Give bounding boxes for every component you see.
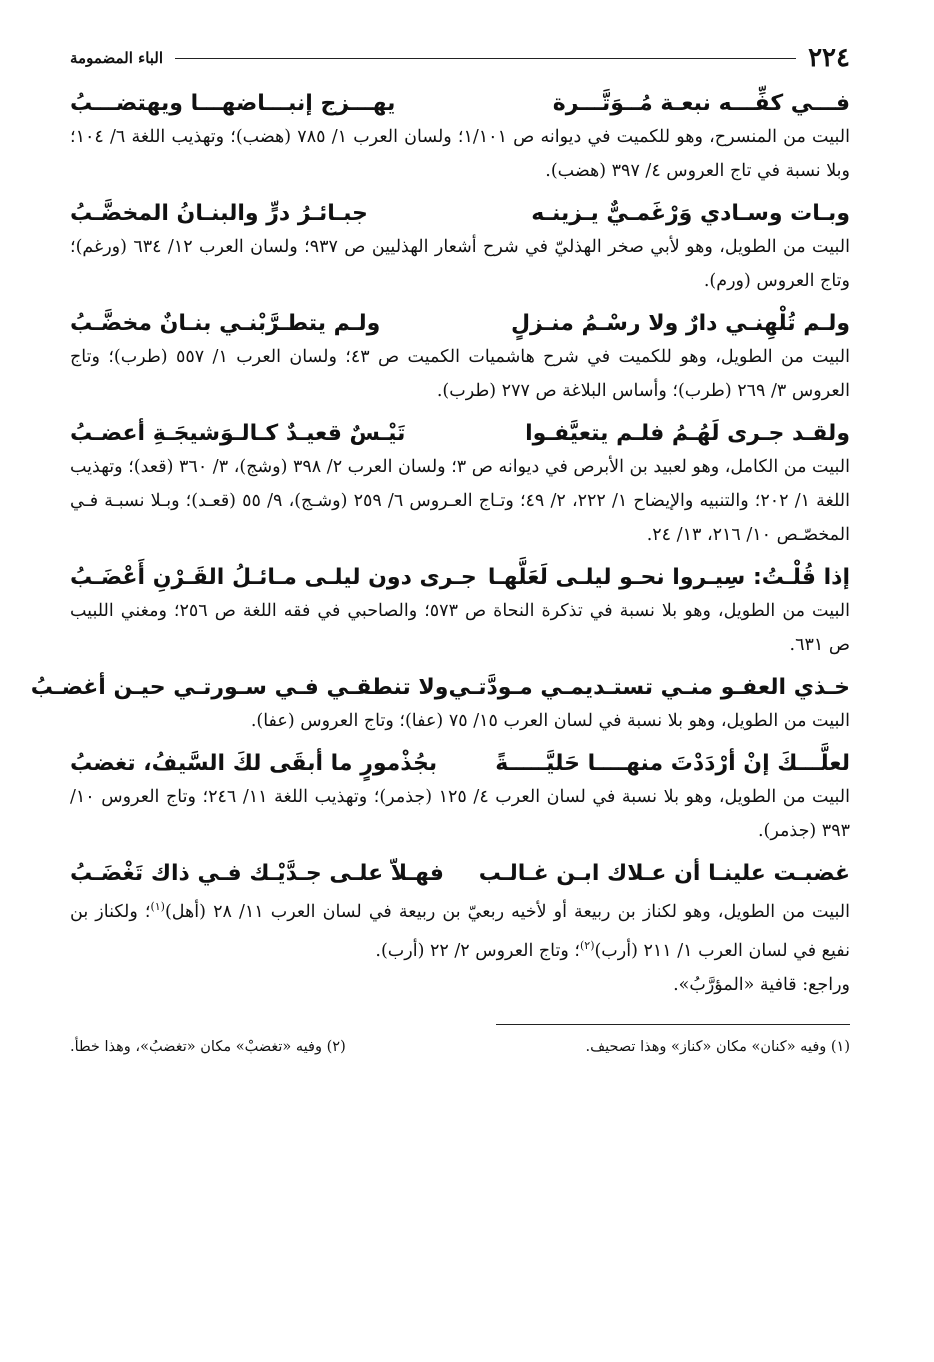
verse-first-hemistich: ولـم تُلْهِنـي دارٌ ولا رسْـمُ منـزلٍ: [510, 311, 850, 336]
verse-note: البيت من الطويل، وهو بلا نسبة في تذكرة النحاة ص ٥٧٣؛ والصاحبي في فقه اللغة ص ٢٥٦؛ ومغني اللبيب ص ٦٣١.: [70, 601, 850, 655]
entry: [70, 201, 850, 298]
verse-first-hemistich: لعلَّـــكَ إنْ أرْدَدْتَ منهــــا حَليَّـــــةً: [495, 751, 850, 776]
footnote-1: (١) وفيه «كنان» مكان «كناز» وهذا تصحيف.: [585, 1038, 850, 1055]
verse-note: البيت من الطويل، وهو بلا نسبة في لسان العرب ٤/ ١٢٥ (جذمر)؛ وتهذيب اللغة ١١/ ٢٤٦؛ وتاج العروس ١٠/ ٣٩٣ (جذمر).: [70, 787, 850, 841]
footnote-ref: (٢): [579, 938, 595, 952]
verse-line: [70, 751, 850, 776]
verse-second-hemistich: جبـائـرُ درٍّ والبنـانُ المخضَّـبُ: [70, 201, 368, 226]
verse-note: البيت من الطويل، وهو بلا نسبة في لسان العرب ١٥/ ٧٥ (عفا)؛ وتاج العروس (عفا).: [250, 711, 850, 731]
entry: [70, 311, 850, 408]
verse-line: [70, 565, 850, 590]
header-rule: [175, 58, 796, 59]
verse-second-hemistich: بجُذْمورٍ ما أبقَى لكَ السَّيفُ، تغضبُ: [70, 751, 438, 776]
entry: [70, 861, 850, 1002]
verse-line: [70, 861, 850, 886]
note-text: ؛ ولكناز بن نفيع في لسان العرب ١/ ٢١١ (أرب): [70, 901, 850, 961]
verse-note: [70, 890, 850, 1002]
running-header: [70, 38, 850, 78]
verse-line: [70, 201, 850, 226]
verse-second-hemistich: فهـلاّ علـى جـدَّيْـك فـي ذاك تَغْضَـبُ: [70, 861, 444, 886]
verse-note: البيت من الكامل، وهو لعبيد بن الأبرص في ديوانه ص ٣؛ ولسان العرب ٢/ ٣٩٨ (وشج)، ٣/ ٣٦٠ (قعد)؛ وتهذيب اللغة ١/ ٢٠٢؛ والتنبيه والإيضاح ١/ ٢٢٢، ٢/ ٤٩؛ وتـاج العـروس ٦/ ٢٥٩ (وشـج)، ٩/ ٥٥ (قعـد)؛ وبـلا نسبـة فـي المخصّـص ١٠/ ٢١٦، ١٣/ ٢٤.: [70, 457, 850, 545]
note-text: ؛ وتاج العروس ٢/ ٢٢ (أرب).: [375, 940, 580, 961]
entry: [30, 675, 850, 738]
verse-second-hemistich: جـرى دون ليلـى مـائـلُ القَـرْنِ أَعْضَـبُ: [70, 565, 477, 590]
footnote-2: (٢) وفيه «تغضبْ» مكان «تغضبُ»، وهذا خطأ.: [70, 1038, 346, 1055]
verse-first-hemistich: ولقـد جـرى لَهُـمُ فلـم يتعيَّفـوا: [525, 421, 850, 446]
verse-line: [70, 311, 850, 336]
verse-first-hemistich: خـذي العفـو منـي تستـديمـي مـودَّتـي: [448, 675, 850, 700]
verse-note: البيت من الطويل، وهو للكميت في شرح هاشميات الكميت ص ٤٣؛ ولسان العرب ١/ ٥٥٧ (طرب)؛ وتاج العروس ٣/ ٢٦٩ (طرب)؛ وأساس البلاغة ص ٢٧٧ (طرب).: [70, 347, 850, 401]
entry: [70, 565, 850, 662]
entry: [70, 421, 850, 552]
book-page: [30, 38, 850, 1362]
footnote-ref: (١): [150, 900, 165, 913]
verse-line: [70, 91, 850, 116]
verse-second-hemistich: يهـــزج إنبـــاضهـــا ويهتضـــبُ: [70, 91, 396, 116]
verse-second-hemistich: تَيْـسٌ قعيـدٌ كـالـوَشيجَـةِ أعضـبُ: [70, 421, 406, 446]
entry: [70, 751, 850, 848]
verse-first-hemistich: غضبـت علينـا أن عـلاك ابـن غـالـب: [478, 861, 850, 886]
see-also: وراجع: قافية «المؤرَّبُ».: [673, 974, 850, 995]
verse-note: البيت من المنسرح، وهو للكميت في ديوانه ص ١/١٠١؛ ولسان العرب ١/ ٧٨٥ (هضب)؛ وتهذيب اللغة ٦/ ١٠٤؛ وبلا نسبة في تاج العروس ٤/ ٣٩٧ (هضب).: [70, 127, 850, 181]
verse-first-hemistich: وبـات وسـادي وَرْغَمـيٌّ يـزينـه: [531, 201, 850, 226]
page-number: ٢٢٤: [808, 43, 850, 73]
verse-first-hemistich: إذا قُلْـتُ: سِيـروا نحـو ليلـى لَعَلَّهـا: [487, 565, 850, 590]
verse-line: [30, 675, 850, 700]
footnotes: [70, 1039, 850, 1055]
footnote-rule: [496, 1024, 850, 1025]
verse-second-hemistich: ولـم يتطـرَّبْنـي بنـانٌ مخضَّـبُ: [70, 311, 381, 336]
verse-first-hemistich: فـــي كفِّـــه نبعـة مُــوَتَّـــرة: [552, 91, 850, 116]
entry: [70, 91, 850, 188]
verse-note: البيت من الطويل، وهو لأبي صخر الهذليّ في شرح أشعار الهذليين ص ٩٣٧؛ ولسان العرب ١٢/ ٦٣٤ (ورغم)؛ وتاج العروس (ورم).: [70, 237, 850, 291]
verse-second-hemistich: ولا تنطقـي فـي سـورتـي حيـن أغضـبُ: [30, 675, 449, 700]
verse-line: [70, 421, 850, 446]
note-text: البيت من الطويل، وهو لكناز بن ربيعة أو لأخيه ربعيّ بن ربيعة في لسان العرب ١١/ ٢٨ (أهل): [164, 901, 850, 922]
section-title: الباء المضمومة: [70, 49, 164, 67]
